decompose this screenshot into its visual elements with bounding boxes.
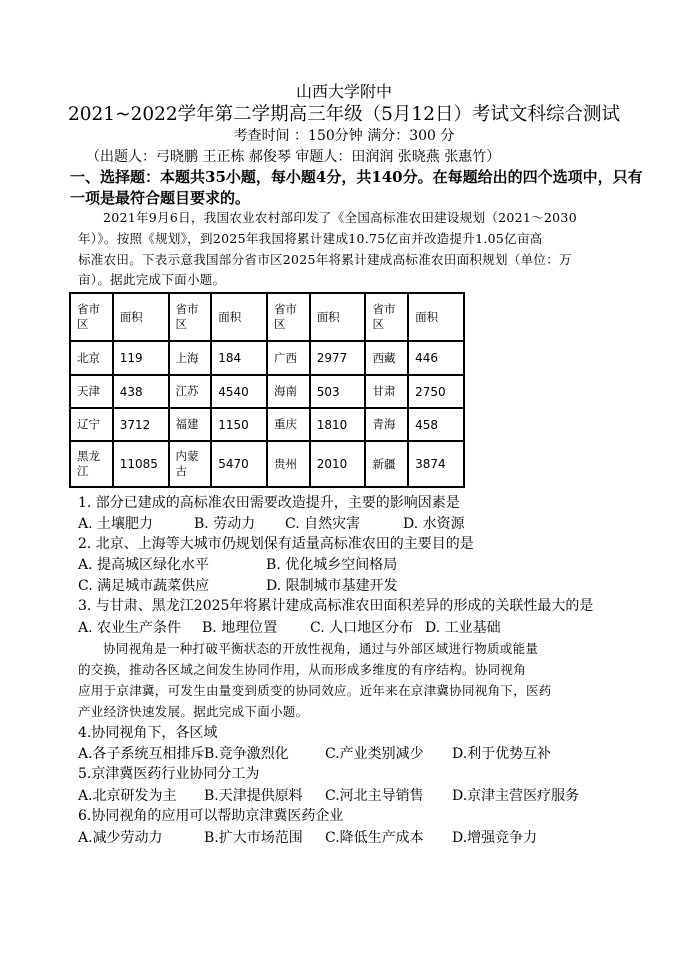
question-options: [78, 786, 638, 806]
passage1-line: 2021年9月6日，我国农业农村部印发了《全国高标准农田建设规划（2021～2030: [103, 210, 577, 225]
exam-time-score: 考查时间 ：150分钟 满分：300 分: [233, 128, 455, 144]
option-d[interactable]: D.增强竞争力: [452, 830, 538, 846]
table-header-cell: 省市 区: [365, 293, 408, 341]
option-c[interactable]: C.河北主导销售: [325, 788, 424, 804]
table-cell: 184: [211, 341, 267, 375]
table-cell: 上海: [169, 341, 212, 375]
table-header-cell: 面积: [211, 293, 267, 341]
table-cell: 重庆: [267, 408, 310, 441]
table-cell: 北京: [70, 341, 113, 375]
table-header-cell: 省市 区: [267, 293, 310, 341]
table-cell: 1150: [211, 408, 267, 441]
passage1-line: 年）》。按照《规划》，到2025年我国将累计建成10.75亿亩并改造提升1.05亿亩高: [78, 231, 543, 246]
option-c[interactable]: C.产业类别减少: [325, 746, 424, 762]
table-cell: 黑龙 江: [70, 441, 113, 487]
table-row: [70, 341, 464, 375]
exam-title: 2021~2022学年第二学期高三年级（5月12日）考试文科综合测试: [68, 104, 620, 125]
passage2-line: 协同视角是一种打破平衡状态的开放性视角，通过与外部区域进行物质或能量: [103, 641, 539, 656]
table-cell: 5470: [211, 441, 267, 487]
table-cell: 西藏: [365, 341, 408, 375]
passage2-line: 的交换，推动各区域之间发生协同作用，从而形成多维度的有序结构。协同视角: [78, 662, 527, 677]
table-cell: 458: [408, 408, 464, 441]
section-heading-line2: 一项是最符合题目要求的。: [70, 189, 251, 207]
table-cell: 内蒙 古: [169, 441, 212, 487]
option-d[interactable]: D.利于优势互补: [452, 746, 552, 762]
option-b[interactable]: B. 劳动力: [194, 516, 256, 532]
table-cell: 海南: [267, 375, 310, 408]
table-header-cell: 面积: [113, 293, 169, 341]
table-cell: 4540: [211, 375, 267, 408]
question-stem: 4.协同视角下，各区域: [78, 725, 218, 741]
option-c[interactable]: C. 满足城市蔬菜供应: [78, 578, 210, 594]
question-stem: 5.京津冀医药行业协同分工为: [78, 766, 260, 782]
option-a[interactable]: A.各子系统互相排斥: [78, 746, 205, 762]
table-header-cell: 面积: [408, 293, 464, 341]
option-a[interactable]: A.减少劳动力: [78, 830, 163, 846]
option-a[interactable]: A.北京研发为主: [78, 788, 177, 804]
table-cell: 1810: [310, 408, 366, 441]
table-cell: 天津: [70, 375, 113, 408]
option-d[interactable]: D. 水资源: [403, 516, 465, 532]
table-header-cell: 省市 区: [169, 293, 212, 341]
question-options: [78, 555, 638, 575]
table-cell: 2977: [310, 341, 366, 375]
table-cell: 2750: [408, 375, 464, 408]
option-b[interactable]: B.天津提供原料: [204, 788, 303, 804]
question-options: [78, 744, 638, 764]
table-row: [70, 441, 464, 487]
table-header-row: [70, 293, 464, 341]
table-cell: 贵州: [267, 441, 310, 487]
question-options: [78, 514, 638, 534]
question-options: [78, 618, 638, 638]
option-a[interactable]: A. 提高城区绿化水平: [78, 557, 210, 573]
table-cell: 438: [113, 375, 169, 408]
option-c[interactable]: C. 人口地区分布: [310, 620, 414, 636]
passage2-line: 应用于京津冀，可发生由量变到质变的协同效应。近年来在京津冀协同视角下，医药: [78, 683, 552, 698]
question-stem: 3. 与甘肃、黑龙江2025年将累计建成高标准农田面积差异的形成的关联性最大的是: [78, 598, 594, 614]
option-d[interactable]: D. 工业基础: [425, 620, 501, 636]
option-c[interactable]: C.降低生产成本: [325, 830, 424, 846]
passage2-line: 产业经济快速发展。据此完成下面小题。: [78, 704, 309, 719]
table-cell: 503: [310, 375, 366, 408]
table-cell: 2010: [310, 441, 366, 487]
table-cell: 446: [408, 341, 464, 375]
table-cell: 青海: [365, 408, 408, 441]
option-a[interactable]: A. 土壤肥力: [78, 516, 154, 532]
passage1-line: 标准农田。下表示意我国部分省市区2025年将累计建成高标准农田面积规划（单位：万: [78, 252, 572, 267]
question-options: [78, 576, 638, 596]
question-options: [78, 828, 638, 848]
option-b[interactable]: B.扩大市场范围: [204, 830, 303, 846]
table-header-cell: 面积: [310, 293, 366, 341]
option-a[interactable]: A. 农业生产条件: [78, 620, 182, 636]
farmland-area-table: [69, 292, 465, 488]
question-stem: 2. 北京、上海等大城市仍规划保有适量高标准农田的主要目的是: [78, 536, 474, 552]
table-cell: 3874: [408, 441, 464, 487]
option-b[interactable]: B.竞争激烈化: [204, 746, 289, 762]
table-cell: 甘肃: [365, 375, 408, 408]
passage1-line: 亩）。据此完成下面小题。: [78, 272, 226, 287]
table-cell: 新疆: [365, 441, 408, 487]
table-cell: 119: [113, 341, 169, 375]
question-stem: 6.协同视角的应用可以帮助京津冀医药企业: [78, 808, 344, 824]
table-row: [70, 408, 464, 441]
question-stem: 1. 部分已建成的高标准农田需要改造提升，主要的影响因素是: [78, 495, 460, 511]
table-cell: 福建: [169, 408, 212, 441]
option-b[interactable]: B. 优化城乡空间格局: [266, 557, 398, 573]
table-cell: 11085: [113, 441, 169, 487]
section-heading-line1: 一、选择题：本题共35小题，每小题4分，共140分。在每题给出的四个选项中，只有: [70, 168, 643, 186]
option-b[interactable]: B. 地理位置: [202, 620, 278, 636]
option-c[interactable]: C. 自然灾害: [285, 516, 361, 532]
table-header-cell: 省市 区: [70, 293, 113, 341]
table-cell: 江苏: [169, 375, 212, 408]
table-row: [70, 375, 464, 408]
school-name: 山西大学附中: [295, 82, 392, 101]
table-cell: 辽宁: [70, 408, 113, 441]
option-d[interactable]: D.京津主营医疗服务: [452, 788, 580, 804]
table-cell: 广西: [267, 341, 310, 375]
option-d[interactable]: D. 限制城市基建开发: [266, 578, 398, 594]
table-cell: 3712: [113, 408, 169, 441]
exam-authors: （出题人：弓晓鹏 王正栋 郝俊琴 审题人：田润润 张晓燕 张惠竹）: [86, 149, 501, 165]
